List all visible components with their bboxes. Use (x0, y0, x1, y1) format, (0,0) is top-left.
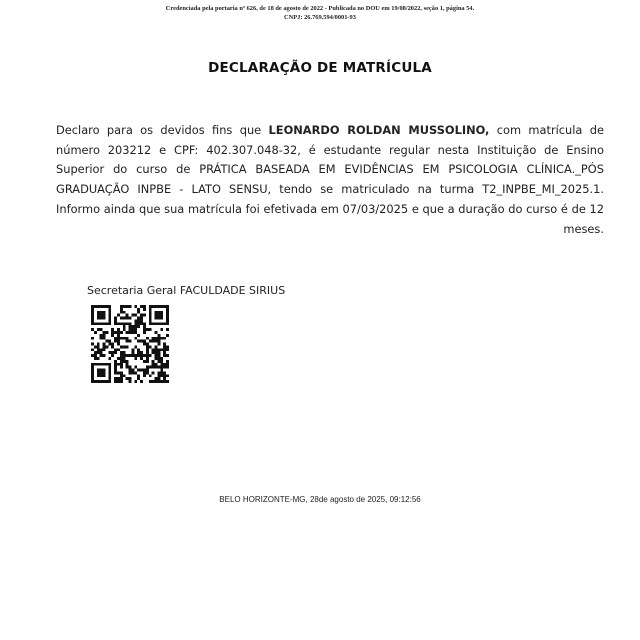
cnpj-line: CNPJ: 26.769.594/0001-93 (284, 14, 356, 21)
signature-label: Secretaria Geral FACULDADE SIRIUS (87, 284, 286, 297)
place-date-line: BELO HORIZONTE-MG, 28de agosto de 2025, 09:12:56 (219, 495, 421, 504)
student-name: LEONARDO ROLDAN MUSSOLINO, (268, 123, 490, 137)
document-title: DECLARAÇÃO DE MATRÍCULA (208, 60, 432, 76)
declaration-body: com matrícula de número 203212 e CPF: 402.307.048-32, é estudante regular nesta Instituição de Ensino Superior do curso de PRÁTICA BASEADA EM EVIDÊNCIAS EM PSICOLOGIA CLÍNICA._PÓS GRADUAÇÃO INPBE - LATO SENSU, tendo se matriculado na turma T2_INPBE_MI_2025.1. Informo ainda que sua matrícula foi efetivada em 07/03/2025 e que a duração do curso é de 12 meses. (56, 123, 605, 236)
qr-code-icon (91, 305, 169, 383)
declaration-paragraph (56, 121, 604, 239)
accreditation-line: Credenciada pela portaria nº 626, de 18 de agosto de 2022 - Publicada no DOU em 19/08/2022, seção 1, página 54. (165, 5, 475, 12)
institution-header (0, 4, 640, 22)
declaration-intro: Declaro para os devidos fins que (56, 123, 269, 137)
